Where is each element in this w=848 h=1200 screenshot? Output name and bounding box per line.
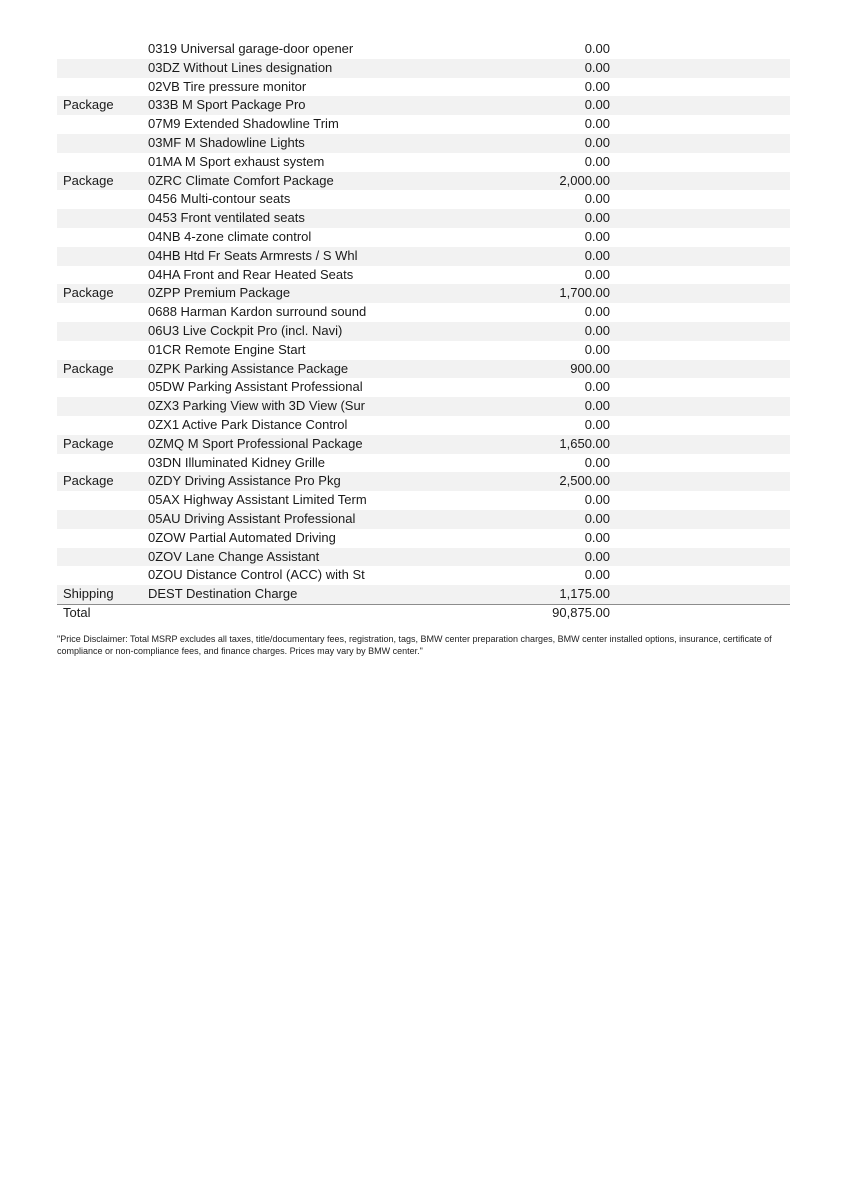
row-description: 06U3 Live Cockpit Pro (incl. Navi) (148, 322, 343, 338)
table-row (57, 435, 790, 454)
row-price: 0.00 (584, 97, 610, 113)
row-description: 0456 Multi-contour seats (148, 191, 291, 207)
row-price: 1,175.00 (559, 586, 610, 602)
row-price: 0.00 (584, 116, 610, 132)
row-description: 03DZ Without Lines designation (148, 59, 333, 75)
row-description: 04HB Htd Fr Seats Armrests / S Whl (148, 247, 358, 263)
table-row (57, 284, 790, 303)
table-row (57, 491, 790, 510)
row-description: 04HA Front and Rear Heated Seats (148, 266, 354, 282)
table-row (57, 228, 790, 247)
row-description: 01CR Remote Engine Start (148, 341, 306, 357)
table-row (57, 96, 790, 115)
row-price: 0.00 (584, 398, 610, 414)
table-row (57, 40, 790, 59)
table-row (57, 59, 790, 78)
table-row (57, 416, 790, 435)
table-row (57, 153, 790, 172)
table-row (57, 247, 790, 266)
row-category-label: Package (63, 360, 114, 376)
row-description: 0ZOW Partial Automated Driving (148, 529, 336, 545)
row-price: 0.00 (584, 322, 610, 338)
row-description: 02VB Tire pressure monitor (148, 78, 307, 94)
row-category-label: Package (63, 172, 114, 188)
row-price: 0.00 (584, 304, 610, 320)
row-category-label: Shipping (63, 586, 114, 602)
row-category-label: Package (63, 97, 114, 113)
price-disclaimer: "Price Disclaimer: Total MSRP excludes all taxes, title/documentary fees, registration, tags, BMW center preparation charges, BMW center installed options, insurance, certificate of compliance or non-compliance fees, and finance charges. Prices may vary by BMW center." (57, 634, 772, 656)
row-category-label: Package (63, 435, 114, 451)
row-description: 03MF M Shadowline Lights (148, 134, 305, 150)
table-row (57, 585, 790, 604)
table-row (57, 529, 790, 548)
table-row (57, 566, 790, 585)
row-price: 2,000.00 (559, 172, 610, 188)
row-description: 01MA M Sport exhaust system (148, 153, 325, 169)
row-description: 05AU Driving Assistant Professional (148, 510, 356, 526)
row-description: 07M9 Extended Shadowline Trim (148, 116, 339, 132)
row-price: 0.00 (584, 59, 610, 75)
row-price: 0.00 (584, 266, 610, 282)
row-price: 0.00 (584, 228, 610, 244)
row-price: 0.00 (584, 153, 610, 169)
row-description: 033B M Sport Package Pro (148, 97, 306, 113)
row-description: 0ZMQ M Sport Professional Package (148, 435, 363, 451)
row-description: 0ZRC Climate Comfort Package (148, 172, 334, 188)
row-price: 900.00 (570, 360, 610, 376)
row-price: 0.00 (584, 416, 610, 432)
row-price: 2,500.00 (559, 473, 610, 489)
row-description: 0453 Front ventilated seats (148, 210, 305, 226)
table-row (57, 134, 790, 153)
table-row (57, 397, 790, 416)
table-row (57, 172, 790, 191)
table-row (57, 190, 790, 209)
row-price: 1,700.00 (559, 285, 610, 301)
row-description: 0ZPP Premium Package (148, 285, 291, 301)
row-category-label: Package (63, 473, 114, 489)
table-row (57, 115, 790, 134)
table-row (57, 548, 790, 567)
row-description: 05DW Parking Assistant Professional (148, 379, 363, 395)
table-row (57, 266, 790, 285)
row-description: DEST Destination Charge (148, 586, 298, 602)
pricing-table (57, 40, 790, 623)
row-price: 0.00 (584, 134, 610, 150)
row-price: 0.00 (584, 454, 610, 470)
table-row (57, 209, 790, 228)
table-row (57, 454, 790, 473)
table-row (57, 303, 790, 322)
row-price: 0.00 (584, 341, 610, 357)
row-price: 0.00 (584, 567, 610, 583)
row-description: 0ZPK Parking Assistance Package (148, 360, 349, 376)
row-price: 0.00 (584, 548, 610, 564)
row-description: 0ZDY Driving Assistance Pro Pkg (148, 473, 341, 489)
row-description: 0688 Harman Kardon surround sound (148, 304, 367, 320)
row-price: 0.00 (584, 41, 610, 56)
row-price: 0.00 (584, 379, 610, 395)
row-price: 1,650.00 (559, 435, 610, 451)
row-description: 04NB 4-zone climate control (148, 228, 312, 244)
row-description: 05AX Highway Assistant Limited Term (148, 492, 367, 508)
row-description: 0319 Universal garage-door opener (148, 41, 354, 56)
row-category-label: Total (63, 605, 91, 621)
row-description: 0ZX3 Parking View with 3D View (Sur (148, 398, 366, 414)
table-row-total (57, 604, 790, 623)
row-price: 90,875.00 (552, 605, 610, 621)
table-row (57, 472, 790, 491)
row-price: 0.00 (584, 529, 610, 545)
row-price: 0.00 (584, 492, 610, 508)
table-row (57, 341, 790, 360)
row-price: 0.00 (584, 78, 610, 94)
row-description: 0ZX1 Active Park Distance Control (148, 416, 348, 432)
row-price: 0.00 (584, 210, 610, 226)
table-row (57, 360, 790, 379)
table-row (57, 510, 790, 529)
row-description: 0ZOV Lane Change Assistant (148, 548, 320, 564)
row-price: 0.00 (584, 191, 610, 207)
row-price: 0.00 (584, 247, 610, 263)
row-description: 0ZOU Distance Control (ACC) with St (148, 567, 365, 583)
row-category-label: Package (63, 285, 114, 301)
row-description: 03DN Illuminated Kidney Grille (148, 454, 326, 470)
table-row (57, 322, 790, 341)
row-price: 0.00 (584, 510, 610, 526)
table-row (57, 378, 790, 397)
table-row (57, 78, 790, 97)
